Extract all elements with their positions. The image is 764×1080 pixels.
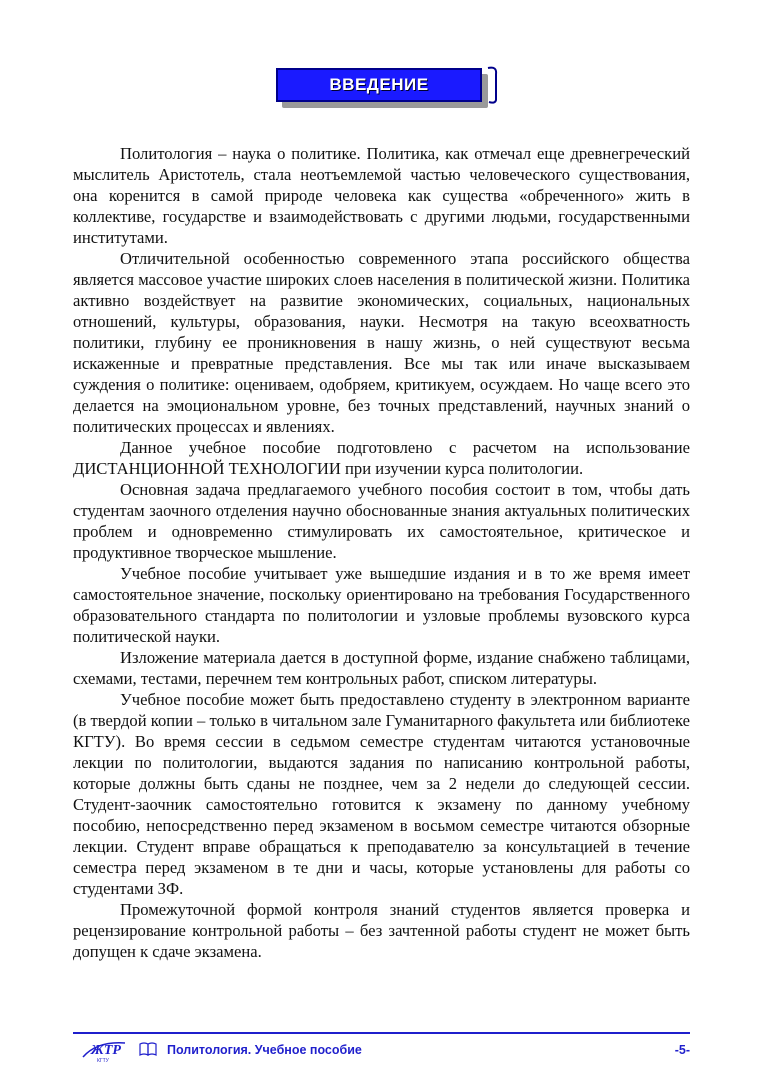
page-footer bbox=[73, 1037, 690, 1065]
logo-letters: ЖТР bbox=[91, 1043, 121, 1058]
paragraph: Политология – наука о политике. Политика, как отмечал еще древнегреческий мыслитель Аристотель, стала неотъемлемой частью человеческого существования, она коренится в самой природе человека как существа «обреченного» жить в коллективе, государстве и взаимодействовать с другими людьми, государственными институтами. bbox=[73, 144, 690, 247]
paragraph: Учебное пособие может быть предоставлено студенту в электронном варианте (в твердой копии – только в читальном зале Гуманитарного факультета или библиотеке КГТУ). Во время сессии в седьмом семестре студентам читаются установочные лекции по политологии, выдаются задания по написанию контрольной работы, которые должны быть сданы не позднее, чем за 2 недели до следующей сессии. Студент-заочник самостоятельно готовится к экзамену по данному учебному пособию, непосредственно перед экзаменом в восьмом семестре читаются обзорные лекции. Студент вправе обращаться к преподавателю за консультацией в течение семестра перед экзаменом в те дни и часы, которые установлены для работы со студентами ЗФ. bbox=[73, 690, 690, 898]
page-number: -5- bbox=[674, 1043, 690, 1057]
paragraph: Изложение материала дается в доступной форме, издание снабжено таблицами, схемами, тестами, перечнем тем контрольных работ, списком литературы. bbox=[73, 648, 690, 688]
footer-title: Политология. Учебное пособие bbox=[167, 1043, 362, 1057]
paragraph: Учебное пособие учитывает уже вышедшие издания и в то же время имеет самостоятельное значение, поскольку ориентировано на требования Государственного образовательного стандарта по политологии и узловые проблемы вузовского курса политической науки. bbox=[73, 564, 690, 646]
banner-box bbox=[276, 68, 482, 102]
book-icon bbox=[139, 1042, 157, 1056]
footer-divider bbox=[73, 1032, 690, 1034]
logo-subtext: КГТУ bbox=[97, 1058, 109, 1063]
publisher-logo-icon bbox=[79, 1037, 131, 1063]
main-text bbox=[73, 143, 690, 962]
paragraph: Основная задача предлагаемого учебного пособия состоит в том, чтобы дать студентам заочного отделения научно обоснованные знания актуальных политических проблем и одновременно стимулировать их самостоятельное, критическое и продуктивное творческое мышление. bbox=[73, 480, 690, 562]
paragraph: Отличительной особенностью современного этапа российского общества является массовое участие широких слоев населения в политической жизни. Политика активно воздействует на развитие экономических, социальных, национальных отношений, культуры, образования, науки. Несмотря на такую всеохватность политики, глубину ее проникновения в нашу жизнь, о ней существуют весьма искаженные и превратные представления. Все мы так или иначе высказываем суждения о политике: оцениваем, одобряем, критикуем, осуждаем. Но чаще всего это делается на эмоциональном уровне, без точных представлений, научных знаний о политических процессах и явлениях. bbox=[73, 249, 690, 436]
scroll-curl-icon bbox=[486, 64, 498, 104]
page-title-banner bbox=[276, 68, 490, 110]
paragraph: Данное учебное пособие подготовлено с расчетом на использование ДИСТАНЦИОННОЙ ТЕХНОЛОГИИ при изучении курса политологии. bbox=[73, 438, 690, 478]
paragraph: Промежуточной формой контроля знаний студентов является проверка и рецензирование контрольной работы – без зачтенной работы студент не может быть допущен к сдаче экзамена. bbox=[73, 900, 690, 961]
page-title: ВВЕДЕНИЕ bbox=[329, 75, 429, 94]
